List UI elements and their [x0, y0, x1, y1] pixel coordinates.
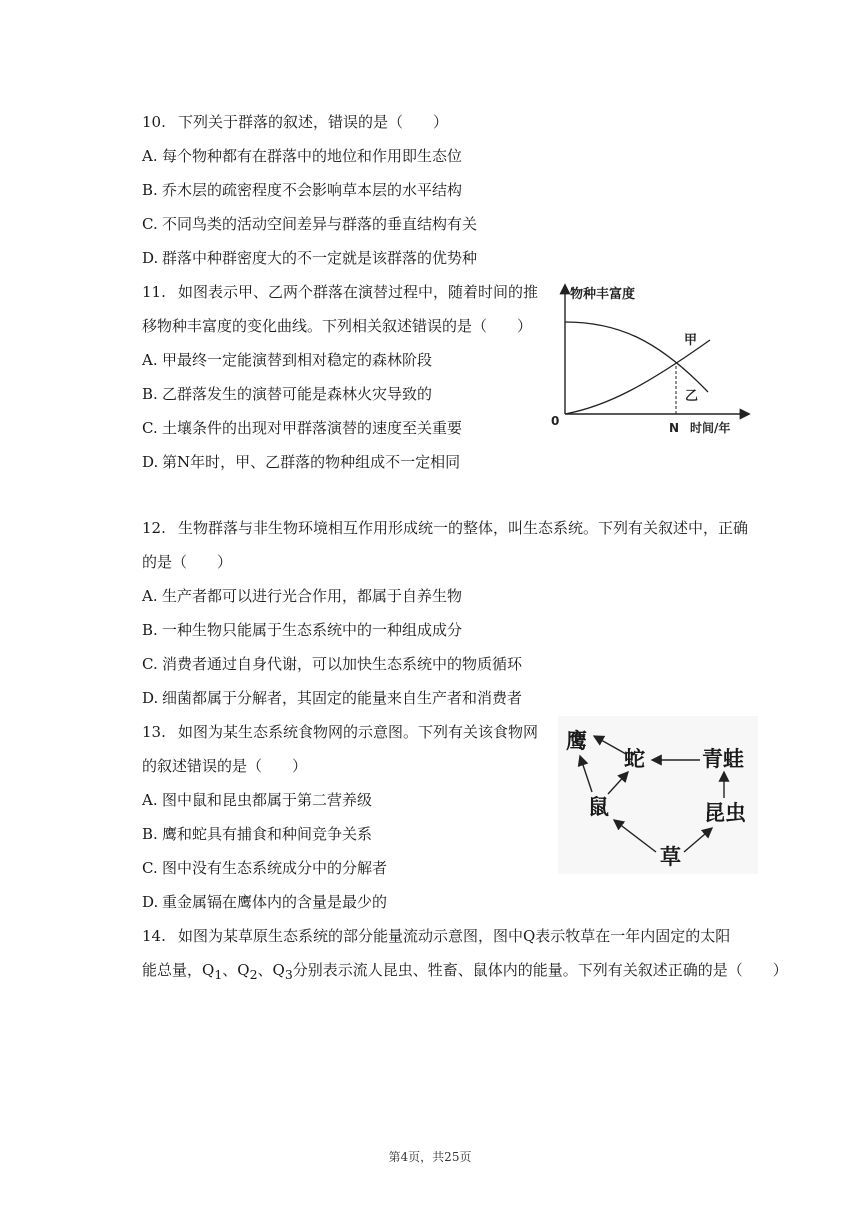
series-label-yi: 乙 — [685, 389, 699, 404]
q13-stem-line1: 13. 如图为某生态系统食物网的示意图。下列有关该食物网 — [142, 723, 539, 741]
node-snake: 蛇 — [624, 747, 645, 771]
x-axis-label: 时间/年 — [690, 421, 731, 435]
n-label: N — [669, 421, 680, 435]
q11-option-b: B. 乙群落发生的演替可能是森林火灾导致的 — [142, 385, 433, 403]
q14-stem-line2: 能总量，$Q_1$、$Q_2$、$Q_3$分别表示流人昆虫、牲畜、鼠体内的能量。下列有关叙述正确的是（ ） — [142, 961, 788, 982]
q12-option-d: D. 细菌都属于分解者，其固定的能量来自生产者和消费者 — [142, 689, 523, 707]
q11-option-c: C. 土壤条件的出现对甲群落演替的速度至关重要 — [142, 419, 463, 437]
q13-option-c: C. 图中没有生态系统成分中的分解者 — [142, 859, 388, 877]
y-axis-label: 物种丰富度 — [570, 287, 636, 302]
node-eagle: 鹰 — [566, 729, 587, 753]
q10-option-c: C. 不同鸟类的活动空间差异与群落的垂直结构有关 — [142, 215, 478, 233]
question-number: 13. — [142, 723, 166, 741]
q10-option-d: D. 群落中种群密度大的不一定就是该群落的优势种 — [142, 249, 478, 267]
q13-option-b: B. 鹰和蛇具有捕食和种间竞争关系 — [142, 825, 373, 843]
q14-stem-line1: 14. 如图为某草原生态系统的部分能量流动示意图，图中Q表示牧草在一年内固定的太阳 — [142, 927, 731, 945]
q11-option-d: D. 第N年时，甲、乙群落的物种组成不一定相同 — [142, 453, 461, 471]
q12-option-a: A. 生产者都可以进行光合作用，都属于自养生物 — [142, 587, 463, 605]
q12-stem-line1: 12. 生物群落与非生物环境相互作用形成统一的整体，叫生态系统。下列有关叙述中，正确 — [142, 519, 749, 537]
food-web-diagram — [558, 716, 758, 874]
q10-stem: 10. 下列关于群落的叙述，错误的是（ ） — [142, 113, 449, 131]
node-insect: 昆虫 — [704, 801, 746, 825]
q11-stem-line1: 11. 如图表示甲、乙两个群落在演替过程中，随着时间的推 — [142, 283, 539, 301]
q12-stem-line2: 的是（ ） — [142, 553, 233, 571]
q12-option-b: B. 一种生物只能属于生态系统中的一种组成成分 — [142, 621, 463, 639]
node-grass: 草 — [660, 845, 681, 869]
node-mouse: 鼠 — [588, 795, 609, 819]
succession-chart — [548, 280, 760, 440]
series-label-jia: 甲 — [684, 333, 698, 348]
node-frog: 青蛙 — [702, 747, 744, 771]
q11-option-a: A. 甲最终一定能演替到相对稳定的森林阶段 — [142, 351, 433, 369]
q10-option-a: A. 每个物种都有在群落中的地位和作用即生态位 — [142, 147, 463, 165]
question-number: 14. — [142, 927, 166, 945]
q10-option-b: B. 乔木层的疏密程度不会影响草本层的水平结构 — [142, 181, 463, 199]
q13-stem-line2: 的叙述错误的是（ ） — [142, 757, 308, 775]
page-footer: 第4页，共25页 — [388, 1150, 472, 1164]
question-number: 11. — [142, 283, 166, 301]
origin-label: 0 — [551, 414, 560, 428]
q13-option-a: A. 图中鼠和昆虫都属于第二营养级 — [142, 791, 373, 809]
q13-option-d: D. 重金属镉在鹰体内的含量是最少的 — [142, 893, 388, 911]
q12-option-c: C. 消费者通过自身代谢，可以加快生态系统中的物质循环 — [142, 655, 523, 673]
question-number: 10. — [142, 113, 166, 131]
question-number: 12. — [142, 519, 166, 537]
q11-stem-line2: 移物种丰富度的变化曲线。下列相关叙述错误的是（ ） — [142, 317, 533, 335]
